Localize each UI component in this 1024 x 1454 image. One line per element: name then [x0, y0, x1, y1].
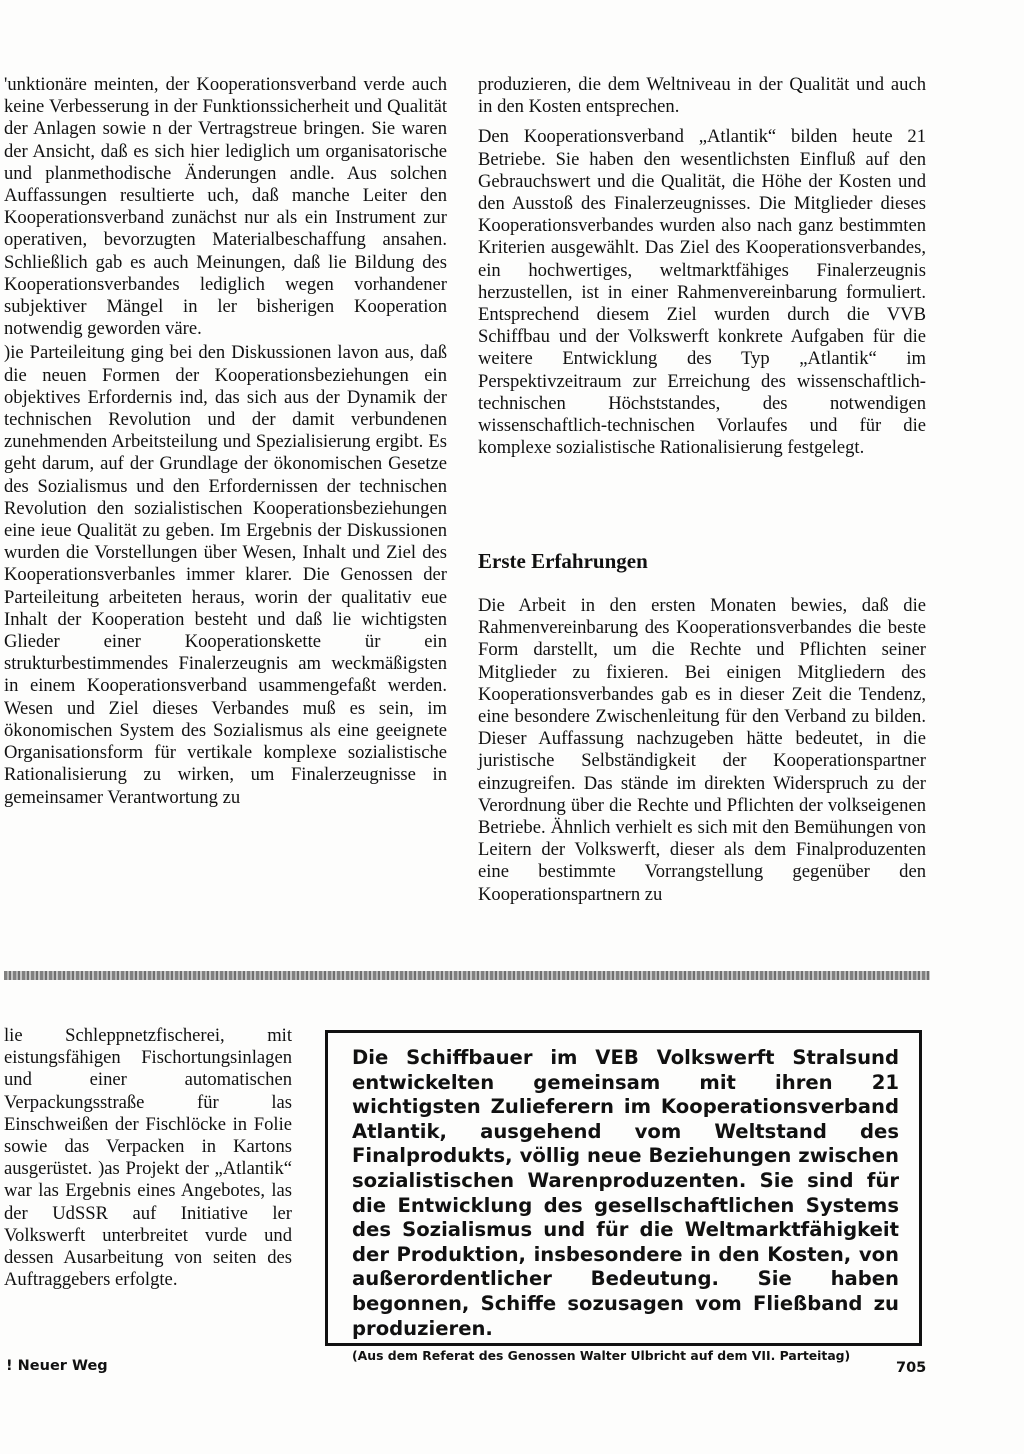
paragraph: )ie Parteileitung ging bei den Diskussionen lavon aus, daß die neuen Formen der Kooperationsbeziehungen ein objektives Erfordernis ind, das sich aus der Dynamik der technischen Revolution und der damit verbundenen zunehmenden Arbeitsteilung und Spezialisierung ergibt. Es geht darum, auf der Grundlage der ökonomischen Gesetze des Sozialismus und den Erfordernissen der technischen Revolution den sozialistischen Kooperationsbeziehungen eine ieue Qualität zu geben. Im Ergebnis der Diskussionen wurden die Vorstellungen über Wesen, Inhalt und Ziel des Kooperationsverbanles immer klarer. Die Genossen der Parteileitung arbeiteten heraus, worin der qualitativ eue Inhalt der Kooperation besteht und daß lie wichtigsten Glieder einer Kooperationskette ür ein strukturbestimmendes Finalerzeugnis am weckmäßigsten in einem Kooperationsverband usammengefaßt werden. Wesen und Ziel dieses Verbandes muß es sein, im ökonomischen System des Sozialismus als eine geeignete Organisationsform für vertikale komplexe sozialistische Rationalisierung zu wirken, um Finalerzeugnisse in gemeinsamer Verantwortung zu [4, 342, 447, 808]
paragraph: Den Kooperationsverband „Atlantik“ bilden heute 21 Betriebe. Sie haben den wesentlichsten Einfluß auf den Gebrauchswert und die Qualität, die Höhe der Kosten und den Ausstoß des Finalerzeugnisses. Die Mitglieder dieses Kooperationsverbandes wurden also nach ganz bestimmten Kriterien ausgewählt. Das Ziel des Kooperationsverbandes, ein hochwertiges, weltmarktfähiges Finalerzeugnis herzustellen, ist in einer Rahmenvereinbarung formuliert. Entsprechend diesem Ziel wurden durch die VVB Schiffbau und der Volkswerft konkrete Aufgaben für die weitere Entwicklung des Typ „Atlantik“ im Perspektivzeitraum zur Erreichung des wissenschaftlich-technischen Höchststandes, des notwendigen wissenschaftlich-technischen Vorlaufes und für die komplexe sozialistische Rationalisierung festgelegt. [478, 126, 926, 459]
right-column-section [478, 595, 926, 906]
section-heading: Erste Erfahrungen [478, 549, 648, 573]
quote-text: Die Schiffbauer im VEB Volkswerft Stralsund entwickelten gemeinsam mit ihren 21 wichtigsten Zulieferern im Kooperationsverband Atlantik, ausgehend vom Weltstand des Finalprodukts, völlig neue Beziehungen zwischen sozialistischen Warenproduzenten. Sie sind für die Entwicklung des gesellschaftlichen Systems des Sozialismus und für die Weltmarktfähigkeit der Produktion, insbesondere in den Kosten, von außerordentlicher Bedeutung. Sie haben begonnen, Schiffe sozusagen vom Fließband zu produzieren. [352, 1046, 899, 1340]
bottom-left-column [4, 1025, 292, 1291]
horizontal-divider [4, 971, 930, 980]
quote-box [325, 1030, 922, 1364]
publication-name: ! Neuer Weg [6, 1358, 108, 1374]
paragraph: Die Arbeit in den ersten Monaten bewies, daß die Rahmenvereinbarung des Kooperationsverbandes die beste Form darstellt, um die Rechte und Pflichten seiner Mitglieder zu fixieren. Bei einigen Mitgliedern des Kooperationsverbandes gab es in dieser Zeit die Tendenz, eine besondere Zwischenleitung für den Verband zu bilden. Dieser Auffassung nachzugeben hätte bedeutet, in die juristische Selbständigkeit der Kooperationspartner einzugreifen. Das stände im direkten Widerspruch zu der Verordnung über die Rechte und Pflichten der volkseigenen Betriebe. Ähnlich verhielt es sich mit den Bemühungen von Leitern der Volkswerft, dieser als dem Finalproduzenten eine bestimmte Vorrangstellung gegenüber den Kooperationspartnern zu [478, 595, 926, 905]
paragraph: produzieren, die dem Weltniveau in der Qualität und auch in den Kosten entsprechen. [478, 74, 926, 118]
left-column [4, 74, 447, 809]
paragraph: 'unktionäre meinten, der Kooperationsverband verde auch keine Verbesserung in der Funktionssicherheit und Qualität der Anlagen sowie n der Vertragstreue bringen. Sie waren der Ansicht, daß es sich hier lediglich um organisatorische und planmethodische Änderungen andle. Aus solchen Auffassungen resultierte uch, daß manche Leiter den Kooperationsverband zunächst nur als ein Instrument zur operativen, bevorzugten Materialbeschaffung ansahen. Schließlich gab es auch Meinungen, daß lie Bildung des Kooperationsverbandes lediglich wegen vorhandener subjektiver Mängel in ler bisherigen Kooperation notwendig geworden väre. [4, 74, 447, 340]
quote-source: (Aus dem Referat des Genossen Walter Ulbricht auf dem VII. Parteitag) [352, 1348, 851, 1364]
paragraph: lie Schleppnetzfischerei, mit eistungsfähigen Fischortungsinlagen und einer automatischen Verpackungsstraße für las Einschweißen der Fischlöcke in Folie sowie das Verpacken in Kartons ausgerüstet. )as Projekt der „Atlantik“ war las Ergebnis eines Angebotes, las der UdSSR auf Initiative ler Volkswerft unterbreitet vurde und dessen Ausarbeitung von seiten des Auftraggebers erfolgte. [4, 1025, 292, 1291]
page-number: 705 [896, 1360, 927, 1376]
right-column [478, 74, 926, 459]
